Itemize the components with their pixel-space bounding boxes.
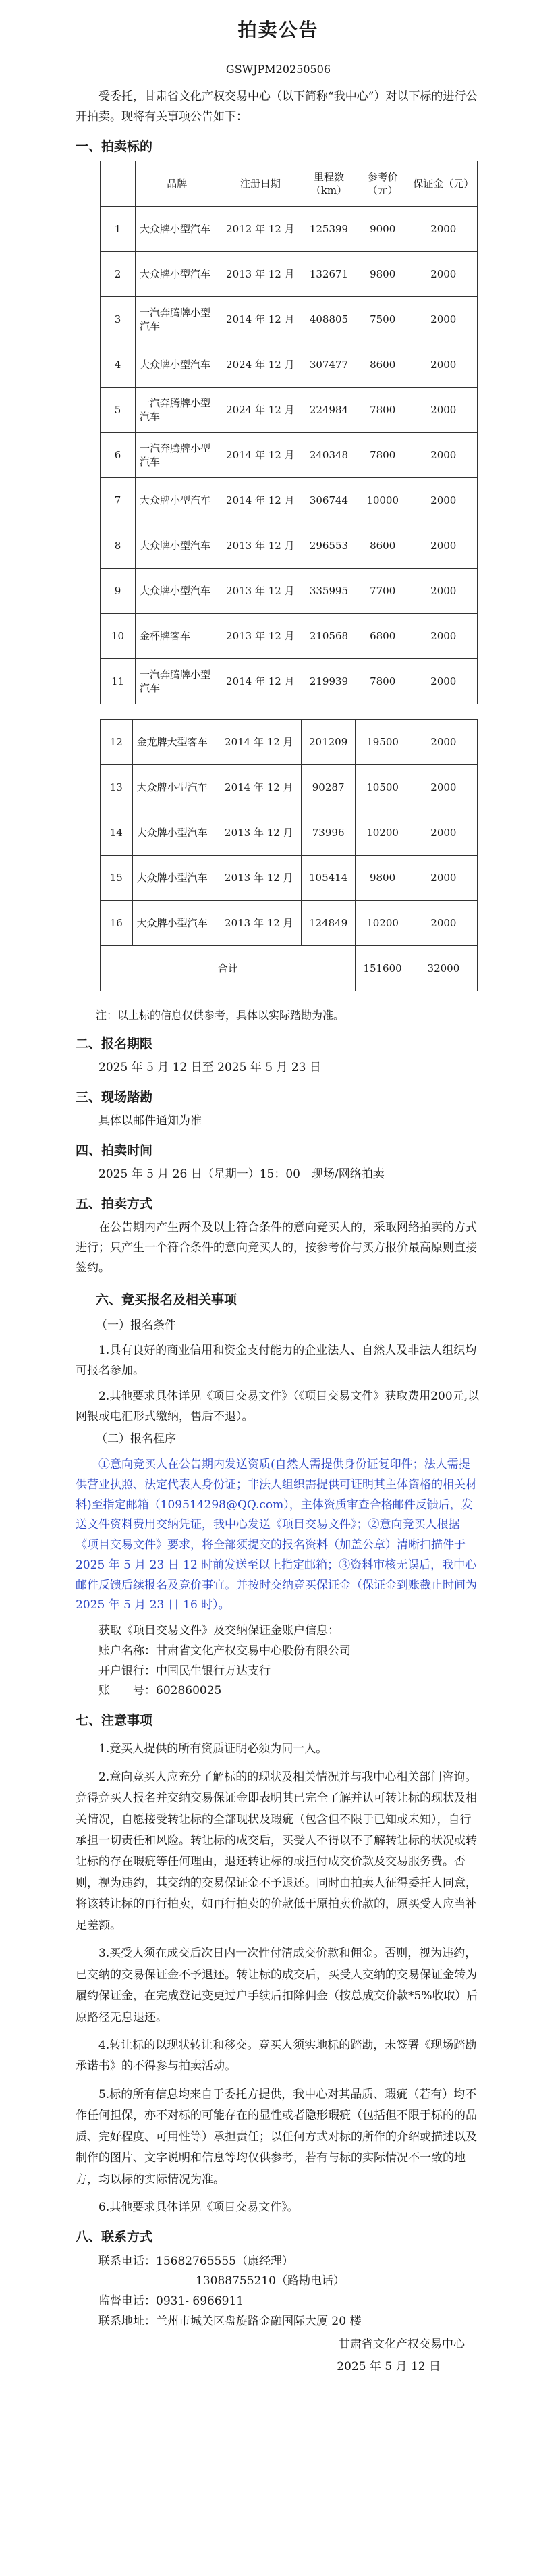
account-bank-label: 开户银行： bbox=[98, 1664, 156, 1678]
account-name-label: 账户名称： bbox=[98, 1644, 156, 1658]
table-cell: 2013 年 12 月 bbox=[217, 855, 301, 900]
note-item: 6.其他要求具体详见《项目交易文件》。 bbox=[98, 2201, 299, 2214]
document-number: GSWJPM20250506 bbox=[225, 63, 331, 76]
table-cell: 4 bbox=[101, 342, 136, 387]
signature-org: 甘肃省文化产权交易中心 bbox=[339, 2337, 465, 2351]
account-bank-row bbox=[76, 1662, 481, 1682]
table-cell: 5 bbox=[101, 387, 136, 432]
table-cell: 335995 bbox=[302, 568, 356, 613]
table-cell: 210568 bbox=[302, 613, 356, 658]
table-cell: 2012 年 12 月 bbox=[219, 206, 302, 251]
table-cell: 201209 bbox=[301, 719, 355, 764]
procedure-steps: ①意向竞买人在公告期内发送资质(自然人需提供身份证复印件；法人需提供营业执照、法定代表人身份证；非法人组织需提供可证明其主体资格的相关材料)至指定邮箱（109514298@QQ.com），主体资质审查合格邮件反馈后，发送文件资料费用交纳凭证，我中心发送《项目交易文件》；②意向竞买人根据《项目交易文件》要求，将全部须提交的报名资料（加盖公章）清晰扫描件于 2025 年 5 月 23 日 12 时前发送至以上指定邮箱；③资料审核无误后，我中心邮件反馈后续报名及竞价事宜。并按时交纳竞买保证金（保证金到账截止时间为 2025 年 5 月 23 日 16 时）。 bbox=[76, 1458, 477, 1612]
table-cell: 大众牌小型汽车 bbox=[135, 342, 219, 387]
condition-1: 1.具有良好的商业信用和资金支付能力的企业法人、自然人及非法人组织均可报名参加。 bbox=[76, 1344, 477, 1377]
section-heading-signup: 二、报名期限 bbox=[76, 1036, 153, 1051]
table-cell: 大众牌小型汽车 bbox=[132, 810, 217, 855]
table-cell: 16 bbox=[101, 900, 133, 945]
page-title: 拍卖公告 bbox=[237, 19, 319, 41]
table-cell: 2013 年 12 月 bbox=[217, 810, 301, 855]
table-cell: 2000 bbox=[410, 568, 478, 613]
table-cell: 2014 年 12 月 bbox=[219, 296, 302, 342]
table-cell: 2000 bbox=[410, 764, 477, 810]
table-row bbox=[101, 764, 478, 810]
table-row bbox=[101, 296, 478, 342]
table-cell: 10000 bbox=[356, 477, 410, 523]
signature-date: 2025 年 5 月 12 日 bbox=[337, 2360, 441, 2374]
table-cell: 8 bbox=[101, 523, 136, 568]
supervise-phone-row bbox=[76, 2292, 481, 2312]
account-number-label: 账 号： bbox=[98, 1684, 156, 1698]
total-label: 合计 bbox=[101, 945, 356, 991]
table-cell: 219939 bbox=[302, 658, 356, 704]
table-cell: 7 bbox=[101, 477, 136, 523]
total-deposit: 32000 bbox=[410, 945, 477, 991]
note-item: 1.竞买人提供的所有资质证明必须为同一人。 bbox=[98, 1742, 328, 1756]
table-header-cell: 参考价（元） bbox=[356, 161, 410, 206]
table-cell: 2024 年 12 月 bbox=[219, 387, 302, 432]
table-cell: 296553 bbox=[302, 523, 356, 568]
note-item: 2.意向竞买人应充分了解标的的现状及相关情况并与我中心相关部门咨询。竞得竞买人报名并交纳交易保证金即表明其已完全了解并认可转让标的现状及相关情况，自愿接受转让标的全部现状及瑕疵（包含但不限于已知或未知），自行承担一切责任和风险。转让标的成交后，买受人不得以不了解转让标的状况或转让标的存在瑕疵等任何理由，退还转让标的或拒付成交价款及交易服务费。否则，视为违约，其交纳的交易保证金不予退还。同时由拍卖人征得委托人同意，将该转让标的再行拍卖，如再行拍卖的价款低于原拍卖价款的，原买受人应当补足差额。 bbox=[76, 1770, 477, 1933]
table-cell: 一汽奔腾牌小型汽车 bbox=[135, 432, 219, 477]
table-cell: 1 bbox=[101, 206, 136, 251]
table-cell: 10500 bbox=[356, 764, 410, 810]
table-cell: 大众牌小型汽车 bbox=[135, 477, 219, 523]
table-row bbox=[101, 206, 478, 251]
table-cell: 8600 bbox=[356, 523, 410, 568]
table-cell: 307477 bbox=[302, 342, 356, 387]
table-row bbox=[101, 477, 478, 523]
table-cell: 240348 bbox=[302, 432, 356, 477]
account-number-row bbox=[76, 1681, 481, 1702]
table-cell: 2014 年 12 月 bbox=[217, 764, 301, 810]
table-cell: 2014 年 12 月 bbox=[217, 719, 301, 764]
table-row bbox=[101, 432, 478, 477]
table-cell: 6800 bbox=[356, 613, 410, 658]
intro-paragraph: 受委托，甘肃省文化产权交易中心（以下简称“我中心”）对以下标的进行公开拍卖。现将有关事项公告如下： bbox=[76, 90, 478, 124]
lot-table-part1 bbox=[100, 161, 478, 704]
account-bank: 中国民生银行万达支行 bbox=[156, 1664, 271, 1678]
table-row bbox=[101, 613, 478, 658]
table-cell: 9000 bbox=[356, 206, 410, 251]
lot-table-part2 bbox=[100, 719, 478, 991]
table-cell: 一汽奔腾牌小型汽车 bbox=[135, 296, 219, 342]
contact-phone-row bbox=[76, 2252, 481, 2272]
contact-phone-2: 13088755210（路勘电话） bbox=[196, 2274, 345, 2288]
table-cell: 2014 年 12 月 bbox=[219, 432, 302, 477]
table-cell: 6 bbox=[101, 432, 136, 477]
table-cell: 大众牌小型汽车 bbox=[135, 568, 219, 613]
table-cell: 7800 bbox=[356, 658, 410, 704]
table-cell: 2013 年 12 月 bbox=[217, 900, 301, 945]
table-cell: 2013 年 12 月 bbox=[219, 251, 302, 296]
table-row bbox=[101, 523, 478, 568]
conditions-subheading: （一）报名条件 bbox=[96, 1318, 176, 1332]
table-row bbox=[101, 658, 478, 704]
table-cell: 7800 bbox=[356, 387, 410, 432]
table-cell: 7500 bbox=[356, 296, 410, 342]
signup-period: 2025 年 5 月 12 日至 2025 年 5 月 23 日 bbox=[98, 1061, 321, 1074]
table-cell: 大众牌小型汽车 bbox=[132, 855, 217, 900]
section-heading-auction-time: 四、拍卖时间 bbox=[76, 1142, 153, 1158]
supervise-phone-label: 监督电话： bbox=[98, 2294, 156, 2309]
condition-2: 2.其他要求具体详见《项目交易文件》（《项目交易文件》获取费用200元,以网银或电汇形式缴纳，售后不退）。 bbox=[76, 1389, 480, 1423]
table-cell: 73996 bbox=[301, 810, 355, 855]
table-cell: 132671 bbox=[302, 251, 356, 296]
table-row bbox=[101, 900, 478, 945]
table-cell: 2000 bbox=[410, 658, 478, 704]
table-cell: 9800 bbox=[356, 251, 410, 296]
table-cell: 10200 bbox=[356, 810, 410, 855]
table-cell: 8600 bbox=[356, 342, 410, 387]
contact-phone-1: 15682765555（康经理） bbox=[156, 2254, 293, 2268]
table-cell: 大众牌小型汽车 bbox=[135, 523, 219, 568]
table-header-cell: 里程数（km） bbox=[302, 161, 356, 206]
table-total-row bbox=[101, 945, 478, 991]
table-cell: 2000 bbox=[410, 855, 477, 900]
table-cell: 2000 bbox=[410, 719, 477, 764]
table-cell: 大众牌小型汽车 bbox=[135, 206, 219, 251]
table-cell: 2014 年 12 月 bbox=[219, 477, 302, 523]
section-heading-registration: 六、竞买报名及相关事项 bbox=[96, 1292, 237, 1308]
table-row bbox=[101, 251, 478, 296]
table-cell: 2000 bbox=[410, 387, 478, 432]
table-row bbox=[101, 855, 478, 900]
account-name: 甘肃省文化产权交易中心股份有限公司 bbox=[156, 1644, 351, 1658]
total-price: 151600 bbox=[356, 945, 410, 991]
table-cell: 金龙牌大型客车 bbox=[132, 719, 217, 764]
table-note: 注：以上标的信息仅供参考，具体以实际踏勘为准。 bbox=[96, 1008, 345, 1022]
table-cell: 2013 年 12 月 bbox=[219, 613, 302, 658]
table-cell: 3 bbox=[101, 296, 136, 342]
account-name-row bbox=[76, 1641, 481, 1662]
table-cell: 一汽奔腾牌小型汽车 bbox=[135, 387, 219, 432]
table-cell: 2000 bbox=[410, 523, 478, 568]
contact-address: 兰州市城关区盘旋路金融国际大厦 20 楼 bbox=[156, 2314, 362, 2328]
table-cell: 大众牌小型汽车 bbox=[135, 251, 219, 296]
contact-address-label: 联系地址： bbox=[98, 2314, 156, 2328]
contact-address-row bbox=[76, 2312, 481, 2332]
table-cell: 9 bbox=[101, 568, 136, 613]
table-cell: 10 bbox=[101, 613, 136, 658]
table-cell: 11 bbox=[101, 658, 136, 704]
table-header-cell: 注册日期 bbox=[219, 161, 302, 206]
table-cell: 7700 bbox=[356, 568, 410, 613]
table-row bbox=[101, 342, 478, 387]
section-heading-notes: 七、注意事项 bbox=[76, 1713, 153, 1728]
table-cell: 2000 bbox=[410, 477, 478, 523]
table-cell: 9800 bbox=[356, 855, 410, 900]
table-cell: 124849 bbox=[301, 900, 355, 945]
note-item: 4.转让标的以现状转让和移交。竞买人须实地标的踏勘，未签署《现场踏勘承诺书》的不得参与拍卖活动。 bbox=[76, 2038, 477, 2074]
section-heading-auction-method: 五、拍卖方式 bbox=[76, 1196, 153, 1211]
table-cell: 14 bbox=[101, 810, 133, 855]
table-cell: 125399 bbox=[302, 206, 356, 251]
table-cell: 2000 bbox=[410, 900, 477, 945]
table-cell: 12 bbox=[101, 719, 133, 764]
table-cell: 大众牌小型汽车 bbox=[132, 764, 217, 810]
table-row bbox=[101, 568, 478, 613]
table-row bbox=[101, 387, 478, 432]
contact-phone-label: 联系电话： bbox=[98, 2254, 156, 2268]
table-cell: 2013 年 12 月 bbox=[219, 523, 302, 568]
table-row bbox=[101, 719, 478, 764]
supervise-phone: 0931- 6966911 bbox=[156, 2294, 244, 2309]
table-cell: 2024 年 12 月 bbox=[219, 342, 302, 387]
section-heading-lots: 一、拍卖标的 bbox=[76, 138, 153, 154]
table-cell: 306744 bbox=[302, 477, 356, 523]
site-visit-text: 具体以邮件通知为准 bbox=[98, 1114, 202, 1128]
table-cell: 7800 bbox=[356, 432, 410, 477]
table-cell: 2 bbox=[101, 251, 136, 296]
table-cell: 2000 bbox=[410, 810, 477, 855]
section-heading-contact: 八、联系方式 bbox=[76, 2230, 153, 2245]
table-cell: 19500 bbox=[356, 719, 410, 764]
table-cell: 2000 bbox=[410, 251, 478, 296]
table-header-row bbox=[101, 161, 478, 206]
table-cell: 105414 bbox=[301, 855, 355, 900]
table-cell: 2000 bbox=[410, 342, 478, 387]
table-cell: 2000 bbox=[410, 206, 478, 251]
table-cell: 408805 bbox=[302, 296, 356, 342]
auction-method-text: 在公告期内产生两个及以上符合条件的意向竞买人的，采取网络拍卖的方式进行；只产生一个符合条件的意向竞买人的，按参考价与买方报价最高原则直接签约。 bbox=[76, 1221, 477, 1275]
note-item: 5.标的所有信息均来自于委托方提供，我中心对其品质、瑕疵（若有）均不作任何担保，亦不对标的可能存在的显性或者隐形瑕疵（包括但不限于标的的品质、完好程度、可用性等）承担责任；以任何方式对标的所作的介绍或描述以及制作的图片、文字说明和信息等均仅供参考，若有与标的实际情况不一致的地方，均以标的实际情况为准。 bbox=[76, 2087, 477, 2186]
account-info-intro: 获取《项目交易文件》及交纳保证金账户信息： bbox=[98, 1624, 339, 1637]
table-cell: 2000 bbox=[410, 296, 478, 342]
table-cell: 2000 bbox=[410, 432, 478, 477]
note-item: 3.买受人须在成交后次日内一次性付清成交价款和佣金。否则，视为违约，已交纳的交易保证金不予退还。转让标的成交后，买受人交纳的交易保证金转为履约保证金，在完成登记变更过户手续后扣除佣金（按总成交价款*5%收取）后原路径无息退还。 bbox=[76, 1947, 478, 2024]
table-page-gap bbox=[76, 704, 481, 719]
table-header-cell: 品牌 bbox=[135, 161, 219, 206]
account-number: 602860025 bbox=[156, 1684, 222, 1698]
table-cell: 224984 bbox=[302, 387, 356, 432]
table-cell: 金杯牌客车 bbox=[135, 613, 219, 658]
table-cell: 15 bbox=[101, 855, 133, 900]
table-cell: 2013 年 12 月 bbox=[219, 568, 302, 613]
table-header-cell: 保证金（元） bbox=[410, 161, 478, 206]
auction-time-text: 2025 年 5 月 26 日（星期一）15：00 现场/网络拍卖 bbox=[98, 1167, 385, 1181]
table-header-cell bbox=[101, 161, 136, 206]
table-cell: 一汽奔腾牌小型汽车 bbox=[135, 658, 219, 704]
table-cell: 2000 bbox=[410, 613, 478, 658]
table-cell: 10200 bbox=[356, 900, 410, 945]
table-row bbox=[101, 810, 478, 855]
procedure-subheading: （二）报名程序 bbox=[96, 1432, 176, 1446]
table-cell: 90287 bbox=[301, 764, 355, 810]
table-cell: 13 bbox=[101, 764, 133, 810]
table-cell: 大众牌小型汽车 bbox=[132, 900, 217, 945]
section-heading-site-visit: 三、现场踏勘 bbox=[76, 1089, 153, 1105]
table-cell: 2014 年 12 月 bbox=[219, 658, 302, 704]
